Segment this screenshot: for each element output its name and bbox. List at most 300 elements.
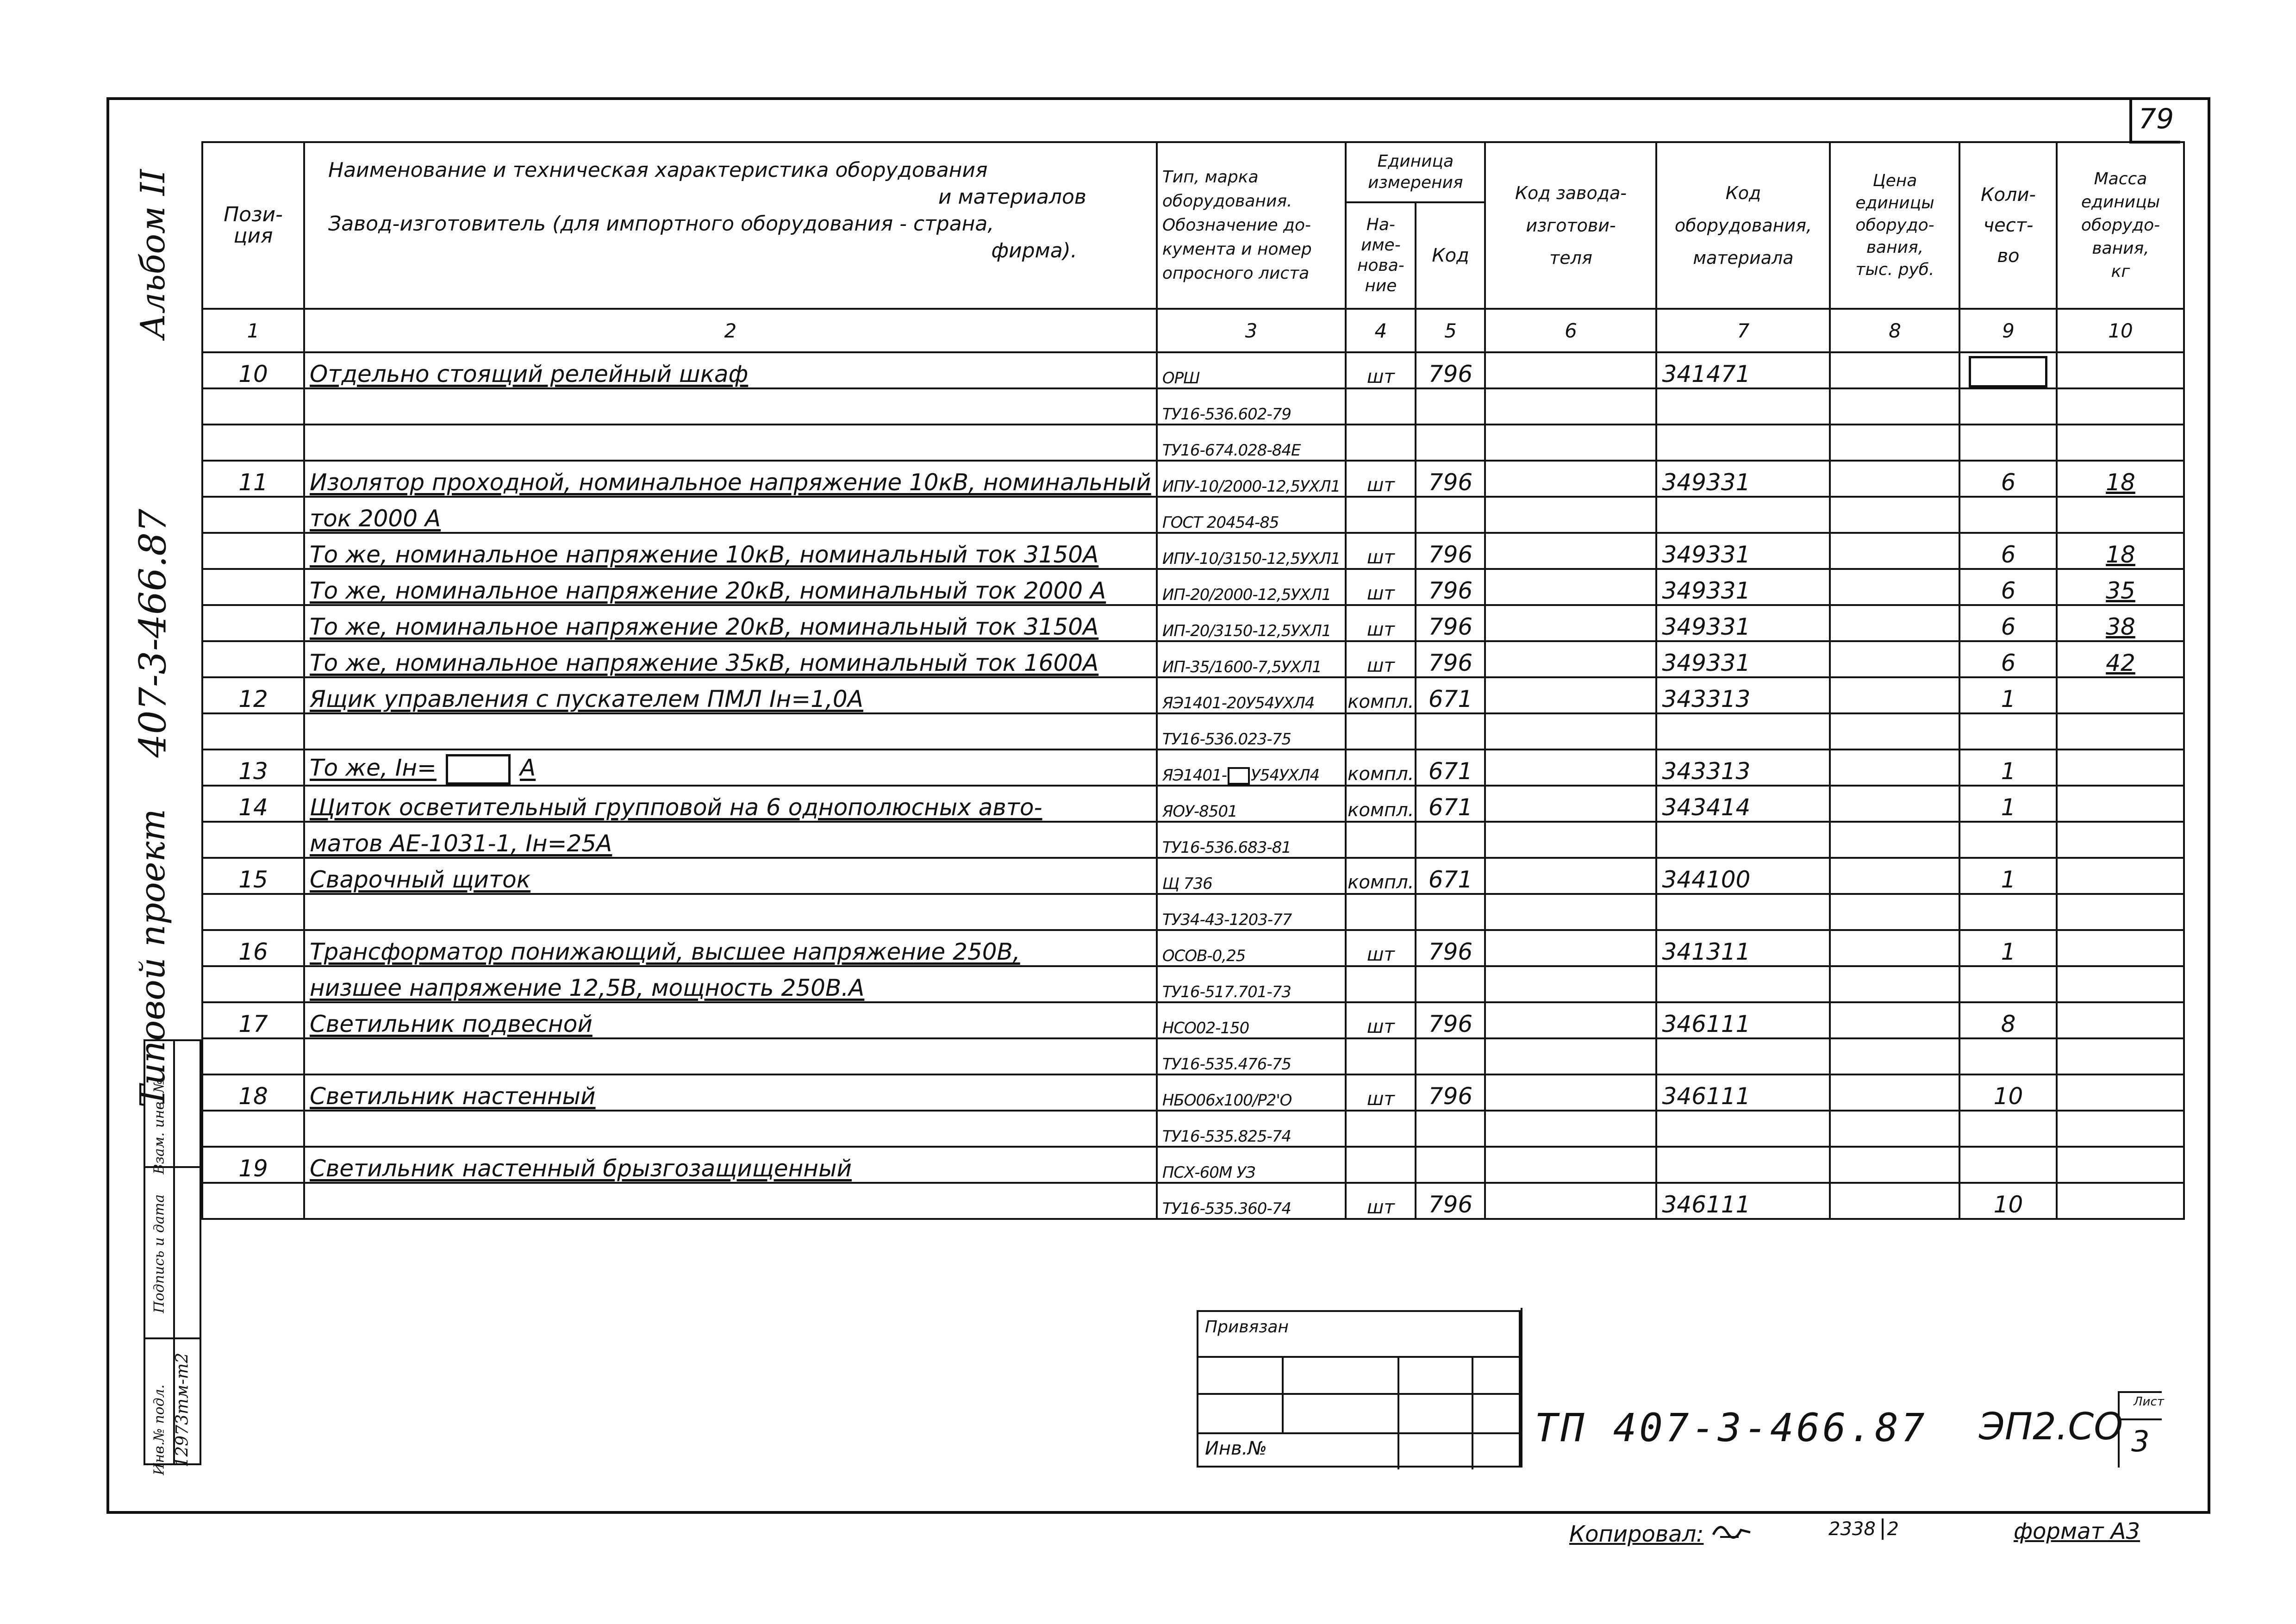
cell-position: 14 (202, 786, 304, 822)
cell-name (304, 461, 1157, 497)
table-row (202, 569, 2184, 605)
cell-name (304, 533, 1157, 569)
header-name-line4: фирма). (991, 239, 1077, 262)
cell-maker-code (1485, 1038, 1656, 1074)
cell-unit-name: шт (1346, 569, 1416, 605)
item-type: ПСХ-60М УЗ (1162, 1163, 1255, 1182)
cell-mass (2057, 1074, 2184, 1111)
cell-unit-name (1346, 1147, 1416, 1183)
cell-unit-name (1346, 497, 1416, 533)
cell-unit-code: 671 (1416, 786, 1485, 822)
cell-maker-code (1485, 713, 1656, 750)
blank-field (1228, 767, 1250, 785)
cell-name (304, 930, 1157, 966)
cell-equipment-code: 344100 (1656, 858, 1830, 894)
cell-equipment-code: 349331 (1656, 641, 1830, 677)
table-row (202, 1183, 2184, 1219)
cell-unit-name: шт (1346, 641, 1416, 677)
cell-mass: 18 (2057, 461, 2184, 497)
cell-quantity (1959, 966, 2057, 1002)
cell-name (304, 1183, 1157, 1219)
item-name: То же, Iн= (310, 754, 437, 781)
cell-unit-name (1346, 966, 1416, 1002)
cell-quantity: 10 (1959, 1183, 2057, 1219)
header-unit-code: Код (1416, 202, 1485, 309)
cell-mass (2057, 894, 2184, 930)
cell-unit-code: 796 (1416, 533, 1485, 569)
cell-unit-name (1346, 894, 1416, 930)
cell-position: 10 (202, 352, 304, 388)
sign-date-label: Подпись и дата (151, 1194, 168, 1313)
project-code-vertical: 407-3-466.87 (131, 508, 175, 758)
item-type: ТУ16-535.476-75 (1162, 1055, 1291, 1074)
cell-name (304, 822, 1157, 858)
item-type: ТУ16-535.360-74 (1162, 1199, 1291, 1218)
col-num: 2 (304, 309, 1157, 352)
cell-equipment-code (1656, 713, 1830, 750)
cell-unit-code (1416, 497, 1485, 533)
cell-price (1830, 894, 1959, 930)
cell-quantity: 6 (1959, 461, 2057, 497)
cell-type (1157, 1183, 1346, 1219)
item-name: Светильник настенный брызгозащищенный (310, 1155, 852, 1182)
cell-equipment-code: 343313 (1656, 677, 1830, 713)
item-name: То же, номинальное напряжение 20кВ, номинальный ток 3150А (310, 613, 1099, 640)
cell-unit-name (1346, 822, 1416, 858)
cell-equipment-code (1656, 1111, 1830, 1147)
cell-type (1157, 713, 1346, 750)
cell-mass (2057, 750, 2184, 786)
header-price: Цена единицы оборудо- вания, тыс. руб. (1830, 142, 1959, 309)
cell-unit-name: шт (1346, 930, 1416, 966)
col-num: 8 (1830, 309, 1959, 352)
cell-name (304, 713, 1157, 750)
cell-equipment-code (1656, 894, 1830, 930)
cell-unit-name (1346, 1038, 1416, 1074)
cell-mass: 18 (2057, 533, 2184, 569)
item-type-tail: У54УХЛ4 (1250, 766, 1320, 785)
table-row (202, 533, 2184, 569)
cell-equipment-code: 346111 (1656, 1002, 1830, 1038)
cell-type (1157, 425, 1346, 461)
cell-quantity: 10 (1959, 1074, 2057, 1111)
cell-maker-code (1485, 894, 1656, 930)
cell-type (1157, 677, 1346, 713)
cell-unit-code: 671 (1416, 750, 1485, 786)
cell-price (1830, 497, 1959, 533)
cell-quantity: 6 (1959, 569, 2057, 605)
cell-type (1157, 497, 1346, 533)
item-type: Щ 736 (1162, 874, 1212, 893)
inv-label: Инв.№ (1205, 1438, 1267, 1459)
item-type: ТУ16-517.701-73 (1162, 983, 1291, 1001)
cell-equipment-code: 349331 (1656, 461, 1830, 497)
cell-unit-name (1346, 1111, 1416, 1147)
cell-unit-code: 796 (1416, 1074, 1485, 1111)
cell-price (1830, 930, 1959, 966)
cell-quantity (1959, 894, 2057, 930)
cell-type (1157, 966, 1346, 1002)
cell-mass (2057, 388, 2184, 425)
cell-position (202, 822, 304, 858)
cell-position: 19 (202, 1147, 304, 1183)
header-unit-name: На- име- нова- ние (1346, 202, 1416, 309)
cell-equipment-code: 343414 (1656, 786, 1830, 822)
cell-unit-code: 796 (1416, 461, 1485, 497)
cell-name (304, 966, 1157, 1002)
col-num: 3 (1157, 309, 1346, 352)
table-row (202, 1074, 2184, 1111)
cell-mass: 42 (2057, 641, 2184, 677)
sheet-value: 3 (2131, 1424, 2150, 1458)
cell-equipment-code (1656, 966, 1830, 1002)
cell-mass (2057, 1002, 2184, 1038)
cell-name (304, 1074, 1157, 1111)
col-num: 9 (1959, 309, 2057, 352)
cell-position: 16 (202, 930, 304, 966)
cell-unit-name: шт (1346, 1183, 1416, 1219)
order-sub: 2 (1882, 1518, 1899, 1540)
inv-number-label: Инв.№ подл. (151, 1384, 168, 1475)
header-mass: Масса единицы оборудо- вания, кг (2057, 142, 2184, 309)
sheet-number: 79 (2129, 97, 2180, 144)
quantity-blank-box (1969, 356, 2047, 387)
inv-number-value: 12973тм-т2 (173, 1352, 192, 1468)
cell-maker-code (1485, 677, 1656, 713)
cell-maker-code (1485, 750, 1656, 786)
cell-equipment-code (1656, 388, 1830, 425)
cell-maker-code (1485, 858, 1656, 894)
cell-name (304, 641, 1157, 677)
cell-unit-code: 796 (1416, 641, 1485, 677)
cell-price (1830, 388, 1959, 425)
header-maker-code: Код завода- изготови- теля (1485, 142, 1656, 309)
cell-mass (2057, 1183, 2184, 1219)
cell-price (1830, 352, 1959, 388)
cell-price (1830, 461, 1959, 497)
cell-mass (2057, 786, 2184, 822)
cell-type (1157, 858, 1346, 894)
item-name: Трансформатор понижающий, высшее напряжение 250В, (310, 938, 1020, 965)
cell-position (202, 641, 304, 677)
table-row (202, 1111, 2184, 1147)
cell-unit-code (1416, 425, 1485, 461)
replace-inv-label: Взам. инв. № (151, 1080, 168, 1174)
cell-equipment-code: 341311 (1656, 930, 1830, 966)
cell-unit-name: шт (1346, 352, 1416, 388)
cell-type (1157, 822, 1346, 858)
cell-position: 13 (202, 750, 304, 786)
cell-maker-code (1485, 641, 1656, 677)
cell-price (1830, 605, 1959, 641)
header-type: Тип, марка оборудования. Обозначение до- кумента и номер опросного листа (1157, 142, 1346, 309)
table-row (202, 1038, 2184, 1074)
cell-position (202, 569, 304, 605)
item-type: ТУ16-536.023-75 (1162, 730, 1291, 749)
cell-type (1157, 641, 1346, 677)
cell-type (1157, 894, 1346, 930)
cell-price (1830, 822, 1959, 858)
item-name: Отдельно стоящий релейный шкаф (310, 361, 749, 387)
header-name-line1: Наименование и техническая характеристика оборудования (328, 158, 988, 182)
cell-type (1157, 1074, 1346, 1111)
cell-quantity (1959, 1111, 2057, 1147)
cell-unit-code (1416, 822, 1485, 858)
cell-equipment-code (1656, 1147, 1830, 1183)
cell-mass (2057, 497, 2184, 533)
cell-type (1157, 569, 1346, 605)
header-name (304, 142, 1157, 309)
col-num: 7 (1656, 309, 1830, 352)
cell-quantity: 1 (1959, 750, 2057, 786)
cell-price (1830, 533, 1959, 569)
cell-type (1157, 930, 1346, 966)
cell-mass (2057, 713, 2184, 750)
cell-price (1830, 425, 1959, 461)
cell-price (1830, 641, 1959, 677)
table-row (202, 1147, 2184, 1183)
cell-unit-name: шт (1346, 533, 1416, 569)
project-type-label: Типовой проект (133, 809, 173, 1108)
cell-price (1830, 1074, 1959, 1111)
item-name: Светильник подвесной (310, 1011, 593, 1037)
cell-name (304, 786, 1157, 822)
cell-quantity: 1 (1959, 786, 2057, 822)
cell-maker-code (1485, 822, 1656, 858)
table-row (202, 966, 2184, 1002)
table-row (202, 786, 2184, 822)
cell-quantity: 8 (1959, 1002, 2057, 1038)
cell-position: 18 (202, 1074, 304, 1111)
cell-unit-code (1416, 1111, 1485, 1147)
cell-name (304, 1038, 1157, 1074)
item-type: ИП-35/1600-7,5УХЛ1 (1162, 658, 1322, 676)
cell-type (1157, 750, 1346, 786)
copied-label: Копировал: (1569, 1521, 1704, 1547)
cell-name (304, 1147, 1157, 1183)
cell-unit-code: 796 (1416, 352, 1485, 388)
cell-maker-code (1485, 966, 1656, 1002)
item-name: То же, номинальное напряжение 35кВ, номинальный ток 1600А (310, 650, 1099, 676)
cell-price (1830, 858, 1959, 894)
cell-price (1830, 786, 1959, 822)
cell-maker-code (1485, 1074, 1656, 1111)
cell-mass (2057, 425, 2184, 461)
cell-equipment-code: 343313 (1656, 750, 1830, 786)
cell-price (1830, 750, 1959, 786)
cell-maker-code (1485, 352, 1656, 388)
cell-name (304, 497, 1157, 533)
col-num: 10 (2057, 309, 2184, 352)
cell-maker-code (1485, 425, 1656, 461)
cell-quantity: 1 (1959, 930, 2057, 966)
col-num: 6 (1485, 309, 1656, 352)
footer-copied (1569, 1518, 1753, 1547)
footer-format: формат А3 (2014, 1518, 2140, 1544)
cell-maker-code (1485, 930, 1656, 966)
cell-unit-name: компл. (1346, 858, 1416, 894)
cell-equipment-code (1656, 425, 1830, 461)
item-type: ТУ16-536.683-81 (1162, 838, 1291, 857)
cell-position (202, 533, 304, 569)
cell-unit-name: шт (1346, 605, 1416, 641)
cell-position (202, 425, 304, 461)
cell-unit-code: 796 (1416, 1183, 1485, 1219)
cell-maker-code (1485, 569, 1656, 605)
table-row (202, 461, 2184, 497)
cell-name (304, 352, 1157, 388)
header-name-line2: и материалов (938, 185, 1086, 209)
cell-price (1830, 677, 1959, 713)
cell-unit-name (1346, 388, 1416, 425)
cell-unit-code (1416, 1038, 1485, 1074)
cell-mass (2057, 930, 2184, 966)
item-name: То же, номинальное напряжение 10кВ, номинальный ток 3150А (310, 541, 1099, 568)
cell-unit-code (1416, 713, 1485, 750)
item-type: ЯЭ1401-20У54УХЛ4 (1162, 694, 1315, 712)
cell-equipment-code: 349331 (1656, 569, 1830, 605)
cell-unit-code (1416, 1147, 1485, 1183)
item-type: ОРШ (1162, 369, 1200, 387)
table-row (202, 894, 2184, 930)
table-row (202, 497, 2184, 533)
item-name: низшее напряжение 12,5В, мощность 250В.А (310, 974, 865, 1001)
item-name: Ящик управления с пускателем ПМЛ Iн=1,0А (310, 686, 863, 712)
cell-unit-code (1416, 966, 1485, 1002)
table-row (202, 425, 2184, 461)
table-row (202, 750, 2184, 786)
inventory-strip (144, 1039, 201, 1475)
cell-quantity (1959, 425, 2057, 461)
cell-mass (2057, 858, 2184, 894)
cell-name (304, 605, 1157, 641)
cell-position: 15 (202, 858, 304, 894)
cell-price (1830, 1002, 1959, 1038)
order-number: 2338 (1828, 1518, 1876, 1540)
cell-unit-code (1416, 388, 1485, 425)
sheet-label: Лист (2134, 1395, 2164, 1409)
cell-quantity (1959, 352, 2057, 388)
cell-type (1157, 533, 1346, 569)
cell-quantity: 6 (1959, 533, 2057, 569)
cell-position (202, 497, 304, 533)
cell-position: 17 (202, 1002, 304, 1038)
cell-unit-name: компл. (1346, 750, 1416, 786)
cell-position (202, 1038, 304, 1074)
cell-maker-code (1485, 533, 1656, 569)
album-label: Альбом II (133, 169, 172, 339)
header-quantity: Коли- чест- во (1959, 142, 2057, 309)
table-row (202, 641, 2184, 677)
cell-unit-code: 796 (1416, 605, 1485, 641)
cell-quantity (1959, 388, 2057, 425)
cell-position (202, 966, 304, 1002)
col-num: 4 (1346, 309, 1416, 352)
cell-maker-code (1485, 388, 1656, 425)
table-row (202, 713, 2184, 750)
cell-quantity (1959, 713, 2057, 750)
cell-maker-code (1485, 1183, 1656, 1219)
cell-equipment-code: 341471 (1656, 352, 1830, 388)
cell-unit-code: 671 (1416, 858, 1485, 894)
cell-unit-code (1416, 894, 1485, 930)
item-type: НБО06х100/Р2'О (1162, 1091, 1292, 1110)
item-type: ЯОУ-8501 (1162, 802, 1237, 821)
cell-mass (2057, 677, 2184, 713)
item-type: ТУ16-674.028-84Е (1162, 441, 1301, 460)
document-code: ТП 407-3-466.87 (1535, 1405, 1928, 1450)
blank-field (446, 754, 511, 785)
cell-name (304, 1002, 1157, 1038)
cell-price (1830, 569, 1959, 605)
cell-quantity: 1 (1959, 858, 2057, 894)
item-type: ИПУ-10/3150-12,5УХЛ1 (1162, 550, 1341, 568)
item-type: ИПУ-10/2000-12,5УХЛ1 (1162, 477, 1341, 496)
copied-signature-icon (1711, 1518, 1753, 1547)
cell-maker-code (1485, 497, 1656, 533)
cell-mass (2057, 1147, 2184, 1183)
header-name-line3: Завод-изготовитель (для импортного оборудования - страна, (328, 212, 994, 236)
item-name: Изолятор проходной, номинальное напряжение 10кВ, номинальный (310, 469, 1151, 496)
cell-name (304, 894, 1157, 930)
cell-price (1830, 1111, 1959, 1147)
cell-price (1830, 713, 1959, 750)
cell-quantity (1959, 822, 2057, 858)
cell-type (1157, 461, 1346, 497)
cell-type (1157, 352, 1346, 388)
cell-price (1830, 966, 1959, 1002)
cell-mass: 38 (2057, 605, 2184, 641)
cell-price (1830, 1147, 1959, 1183)
cell-equipment-code: 349331 (1656, 533, 1830, 569)
table-row (202, 930, 2184, 966)
cell-name (304, 858, 1157, 894)
cell-name (304, 388, 1157, 425)
table-row (202, 1002, 2184, 1038)
cell-unit-name: компл. (1346, 677, 1416, 713)
cell-position: 11 (202, 461, 304, 497)
specification-table (201, 141, 2185, 1220)
cell-maker-code (1485, 461, 1656, 497)
footer-order (1828, 1518, 1899, 1540)
item-type: ИП-20/2000-12,5УХЛ1 (1162, 586, 1331, 604)
col-num: 1 (202, 309, 304, 352)
cell-maker-code (1485, 786, 1656, 822)
cell-unit-name (1346, 425, 1416, 461)
cell-name (304, 569, 1157, 605)
cell-mass (2057, 966, 2184, 1002)
item-type: ТУ16-535.825-74 (1162, 1127, 1291, 1146)
item-type: ОСОВ-0,25 (1162, 947, 1246, 965)
item-type: ЯЭ1401- (1162, 766, 1227, 785)
item-name: Щиток осветительный групповой на 6 однополюсных авто- (310, 794, 1042, 821)
cell-mass (2057, 1111, 2184, 1147)
item-name-tail: А (519, 754, 536, 781)
linked-label: Привязан (1205, 1318, 1289, 1337)
header-unit-group: Единица измерения (1346, 142, 1485, 202)
item-name: То же, номинальное напряжение 20кВ, номинальный ток 2000 А (310, 577, 1106, 604)
cell-position (202, 388, 304, 425)
cell-position (202, 713, 304, 750)
title-block (1197, 1308, 2208, 1468)
cell-quantity (1959, 1038, 2057, 1074)
cell-price (1830, 1038, 1959, 1074)
column-numbers-row (202, 309, 2184, 352)
document-mark: ЭП2.СО (1979, 1405, 2123, 1448)
table-row (202, 388, 2184, 425)
cell-unit-name (1346, 713, 1416, 750)
cell-type (1157, 786, 1346, 822)
